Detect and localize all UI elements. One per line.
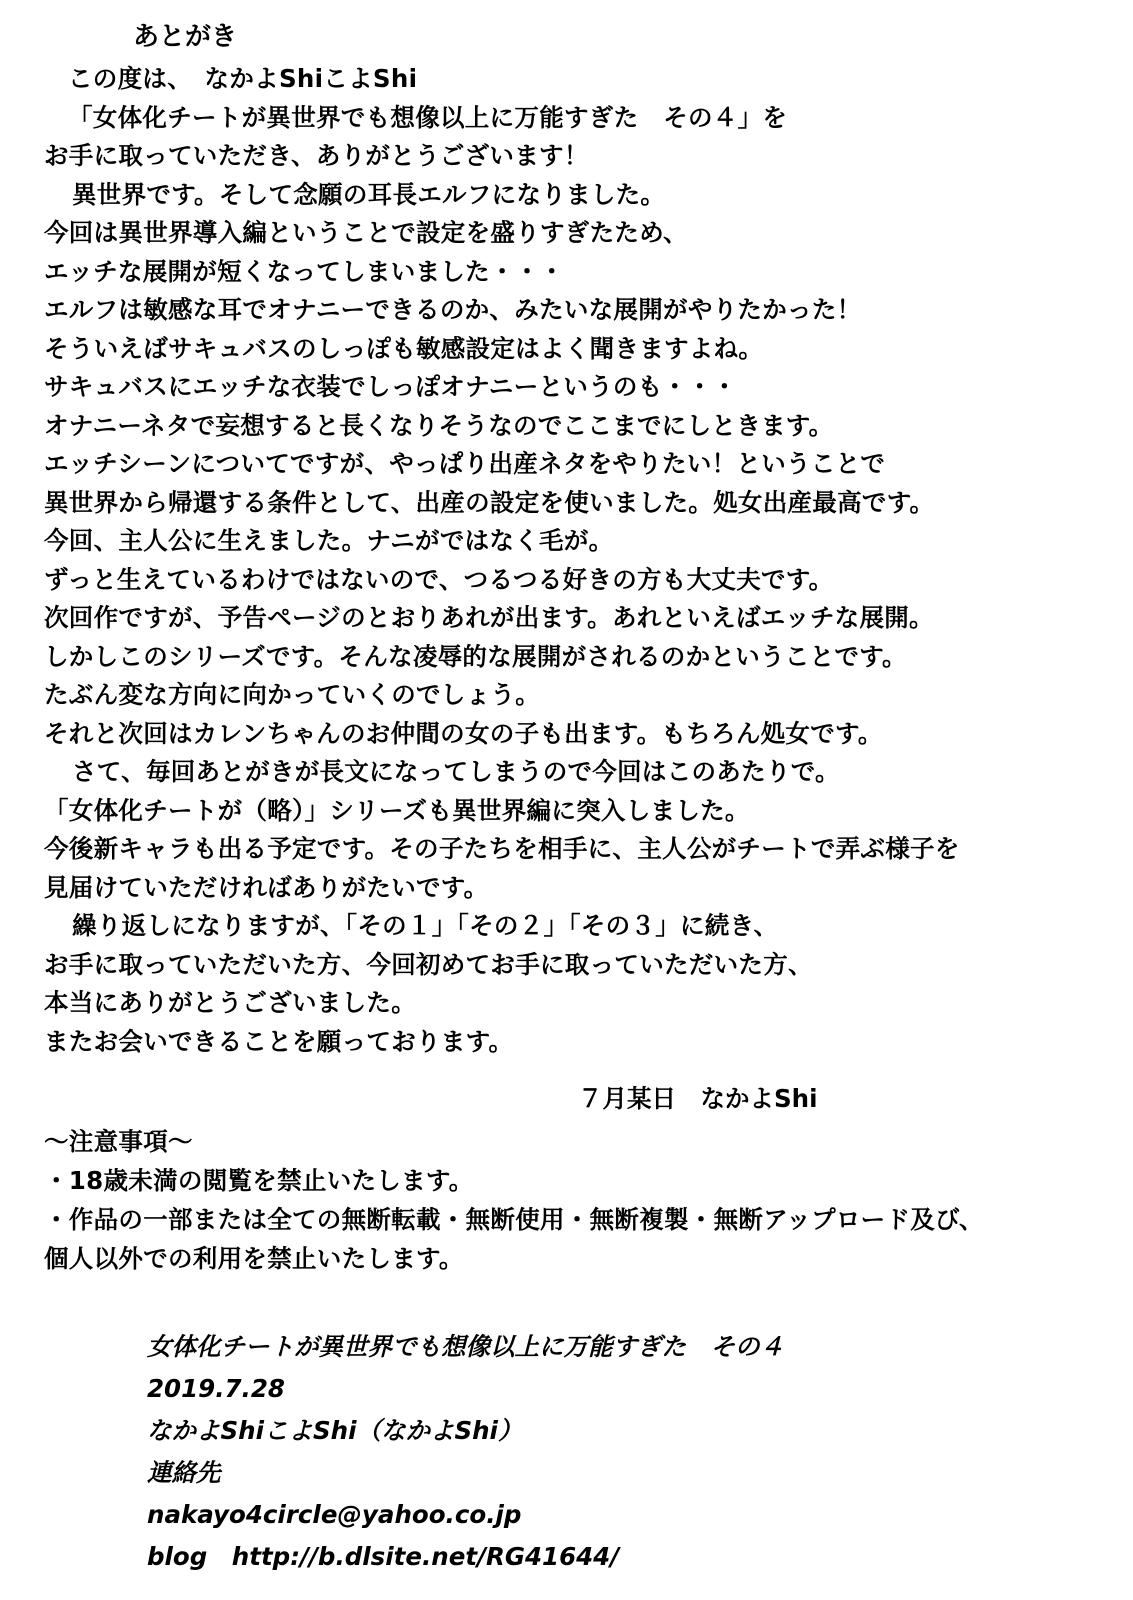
notes-item: 個人以外での利用を禁止いたします。 <box>44 1244 464 1273</box>
body-line: お手に取っていただいた方、今回初めてお手に取っていただいた方、 <box>44 949 813 979</box>
body-line: サキュバスにエッチな衣装でしっぽオナニーというのも・・・ <box>44 372 737 401</box>
body-line: たぶん変な方向に向かっていくのでしょう。 <box>44 680 540 709</box>
body-line: 次回作ですが、予告ページのとおりあれが出ます。あれといえばエッチな展開。 <box>44 603 934 632</box>
body-line: 今回は異世界導入編ということで設定を盛りすぎたため、 <box>44 218 688 247</box>
body-line: そういえばサキュバスのしっぽも敏感設定はよく聞きますよね。 <box>44 333 764 363</box>
body-line: オナニーネタで妄想すると長くなりそうなのでここまでにしときます。 <box>44 410 834 440</box>
body-line: 異世界です。そして念願の耳長エルフになりました。 <box>72 179 666 209</box>
body-line: 本当にありがとうございました。 <box>44 988 416 1017</box>
body-line: 「女体化チートが（略）」シリーズも異世界編に突入しました。 <box>44 795 750 825</box>
body-line: この度は、 なかよShiこよShi <box>68 64 418 93</box>
colophon <box>147 1326 784 1578</box>
colophon-date: 2019.7.28 <box>147 1374 285 1403</box>
body-line: さて、毎回あとがきが長文になってしまうので今回はこのあたりで。 <box>72 757 840 786</box>
colophon-contact-label: 連絡先 <box>147 1458 221 1487</box>
body-line: 今回、主人公に生えました。ナニがではなく毛が。 <box>44 526 614 555</box>
notes-item: ・18歳未満の閲覧を禁止いたします。 <box>44 1166 474 1195</box>
body-line: 見届けていただければありがたいです。 <box>44 872 489 902</box>
notes-section <box>44 1122 1104 1278</box>
body-line: またお会いできることを願っております。 <box>44 1026 514 1056</box>
body-line: それと次回はカレンちゃんのお仲間の女の子も出ます。もちろん処女です。 <box>44 718 883 748</box>
colophon-blog: blog http://b.dlsite.net/RG41644/ <box>147 1542 620 1571</box>
body-line: 異世界から帰還する条件として、出産の設定を使いました。処女出産最高です。 <box>44 487 935 517</box>
notes-heading: 〜注意事項〜 <box>44 1127 193 1156</box>
body-line: お手に取っていただき、ありがとうございます！ <box>44 141 589 170</box>
colophon-work-title: 女体化チートが異世界でも想像以上に万能すぎた その４ <box>147 1332 784 1361</box>
signature: ７月某日 なかよShi <box>578 1084 818 1113</box>
afterword-body <box>44 60 1104 1061</box>
body-line: 「女体化チートが異世界でも想像以上に万能すぎた その４」を <box>68 102 788 132</box>
body-line: ずっと生えているわけではないので、つるつる好きの方も大丈夫です。 <box>44 564 834 594</box>
body-line: 今後新キャラも出る予定です。その子たちを相手に、主人公がチートで弄ぶ様子を <box>44 834 960 863</box>
body-line: しかしこのシリーズです。そんな凌辱的な展開がされるのかということです。 <box>44 641 907 671</box>
notes-item: ・作品の一部または全ての無断転載・無断使用・無断複製・無断アップロード及び、 <box>44 1205 984 1234</box>
body-line: エルフは敏感な耳でオナニーできるのか、みたいな展開がやりたかった！ <box>44 295 862 324</box>
page-title: あとがき <box>133 22 238 52</box>
body-line: エッチシーンについてですが、やっぱり出産ネタをやりたい！ということで <box>44 449 886 478</box>
colophon-circle: なかよShiこよShi（なかよShi） <box>147 1416 523 1445</box>
body-line: 繰り返しになりますが、「その１」「その２」「その３」に続き、 <box>72 911 779 940</box>
colophon-email: nakayo4circle@yahoo.co.jp <box>147 1500 522 1529</box>
body-line: エッチな展開が短くなってしまいました・・・ <box>44 256 565 286</box>
